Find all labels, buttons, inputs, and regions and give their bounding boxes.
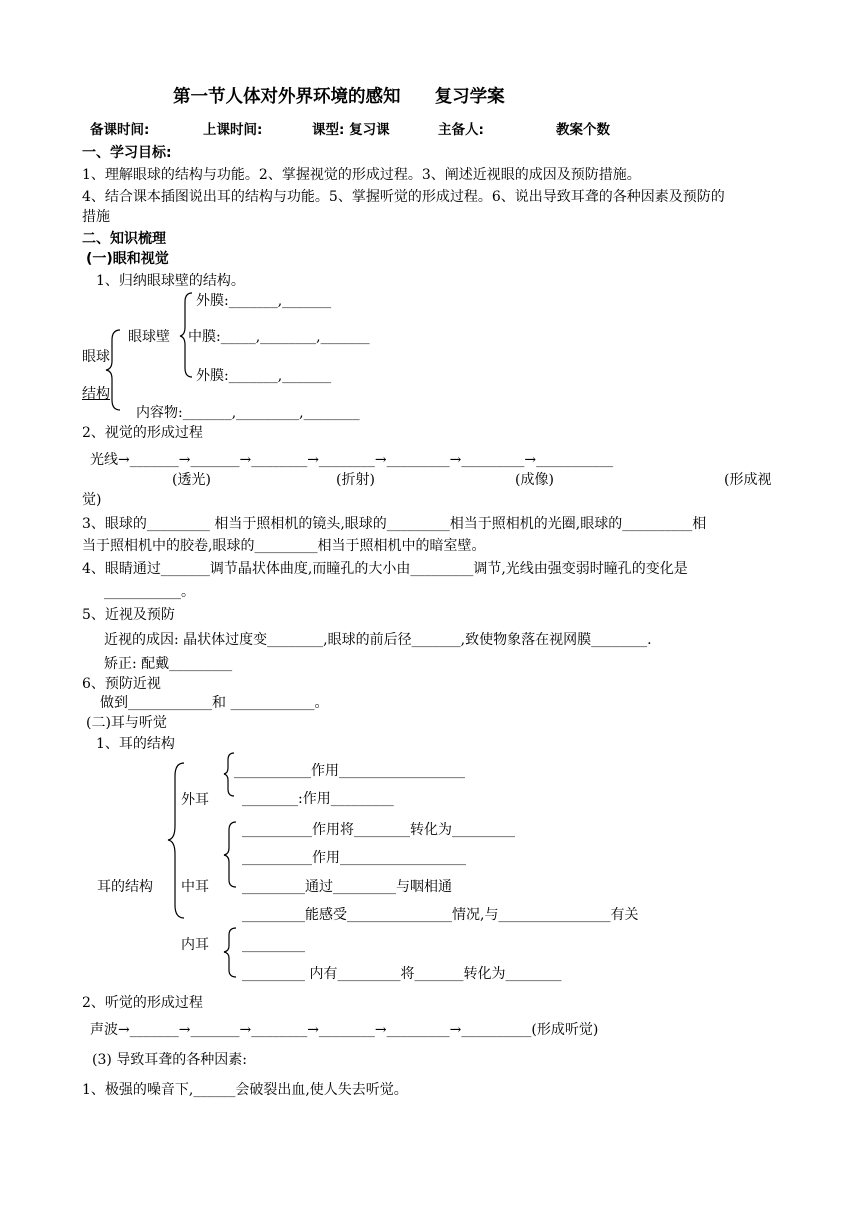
question-5: 5、近视及预防 (82, 607, 175, 623)
ear-inner-row: _________ (242, 937, 305, 953)
myopia-cause: 近视的成因: 晶状体过度变________,眼球的前后径_______,致使物象落在视网膜________. (104, 632, 652, 648)
meta-preparer: 主备人: (438, 122, 484, 138)
hearing-flow: 声波→_______→_______→________→________→_________→__________(形成听觉) (90, 1022, 599, 1038)
vision-label-transmit: (透光) (172, 472, 211, 488)
goal-line: 4、结合课本插图说出耳的结构与功能。5、掌握听觉的形成过程。6、说出导致耳聋的各种因素及预防的 (82, 189, 725, 205)
question-3: 3、眼球的_________ 相当于照相机的镜头,眼球的_________相当于照相机的光圈,眼球的__________相 (82, 516, 707, 532)
meta-prep-time: 备课时间: (90, 122, 150, 138)
vision-label-image: (成像) (515, 472, 554, 488)
ear-inner-row: _________ 内有_________将_______转化为________ (242, 966, 562, 982)
section-goals-heading: 一、学习目标: (82, 145, 172, 161)
eye-middle-membrane: 中膜:_____,________,_______ (188, 329, 370, 345)
vision-label-form: (形成视 (724, 472, 772, 488)
eyeball-structure-label: 结构 (82, 386, 110, 402)
page-subtitle: 复习学案 (434, 87, 505, 107)
goal-line: 1、理解眼球的结构与功能。2、掌握视觉的形成过程。3、阐述近视眼的成因及预防措施。 (82, 167, 641, 183)
subsection-ear-heading: (二)耳与听觉 (86, 715, 167, 731)
meta-lesson-type: 课型: 复习课 (312, 122, 390, 138)
deafness-cause-1: 1、极强的噪音下,______会破裂出血,使人失去听觉。 (82, 1082, 408, 1098)
ear-middle-row: __________作用__________________ (242, 850, 466, 866)
myopia-correction: 矫正: 配戴_________ (104, 656, 233, 672)
question-2: 2、视觉的形成过程 (82, 425, 203, 441)
eye-inner-membrane: 外膜:_______,_______ (196, 368, 332, 384)
goal-line: 措施 (82, 209, 110, 225)
page-title: 第一节人体对外界环境的感知 (173, 87, 401, 107)
eyeball-label: 眼球 (82, 349, 110, 365)
ear-question-1: 1、耳的结构 (96, 736, 175, 752)
meta-class-time: 上课时间: (203, 122, 263, 138)
question-1: 1、归纳眼球壁的结构。 (96, 273, 245, 289)
question-6: 6、预防近视 (82, 676, 161, 692)
ear-outer-row: ________:作用_________ (242, 791, 394, 807)
eye-contents: 内容物:_______,_________,________ (136, 405, 360, 421)
question-4-cont: ___________。 (104, 584, 195, 600)
question-4: 4、眼睛通过_______调节晶状体曲度,而瞳孔的大小由_________调节,光线由强变弱时瞳孔的变化是 (82, 561, 688, 577)
ear-outer-row: ___________作用__________________ (234, 763, 465, 779)
ear-outer-label: 外耳 (181, 792, 209, 808)
ear-middle-label: 中耳 (181, 879, 209, 895)
question-3-cont: 当于照相机中的胶卷,眼球的_________相当于照相机中的暗室壁。 (82, 538, 486, 554)
ear-middle-row: _________通过_________与咽相通 (242, 879, 452, 895)
ear-middle-row: __________作用将________转化为_________ (242, 822, 515, 838)
eye-outer-membrane: 外膜:_______,_______ (196, 293, 332, 309)
ear-inner-label: 内耳 (181, 937, 209, 953)
ear-inner-row: _________能感受_______________情况,与________________有关 (242, 907, 639, 923)
subsection-eye-heading: (一)眼和视觉 (86, 251, 169, 267)
meta-plan-count: 教案个数 (556, 122, 610, 138)
vision-flow: 光线→_______→_______→________→________→_________→_________→___________ (90, 452, 614, 468)
ear-root-label: 耳的结构 (97, 879, 153, 895)
myopia-prevention: 做到____________和 ____________。 (100, 695, 329, 711)
ear-question-2: 2、听觉的形成过程 (82, 995, 203, 1011)
vision-label-form-tail: 觉) (82, 492, 102, 508)
section-review-heading: 二、知识梳理 (82, 231, 166, 247)
vision-label-refract: (折射) (336, 472, 375, 488)
deafness-heading: (3) 导致耳聋的各种因素: (92, 1052, 247, 1068)
eye-wall-label: 眼球壁 (128, 329, 170, 345)
